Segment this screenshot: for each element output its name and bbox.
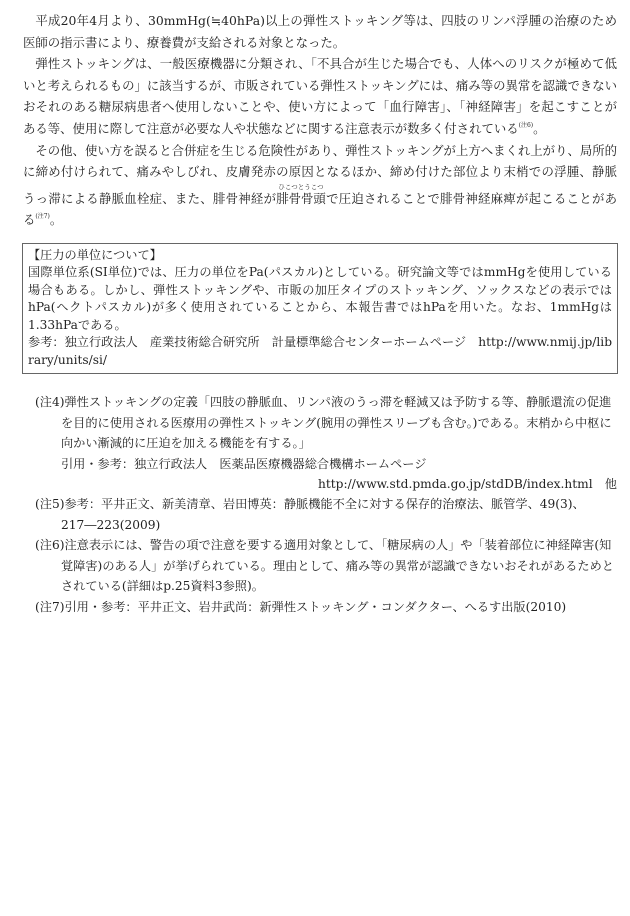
paragraph-3-text-b: で圧迫されることで腓骨神経麻痺が起こることがある	[23, 190, 618, 228]
ruby-reading: ひこつとうこつ	[278, 182, 324, 191]
footnote-7: (注7)引用・参考：平井正文、岩井武尚：新弾性ストッキング・コンダクター、へるす出版(2010)	[35, 599, 567, 614]
paragraph-2-text: 弾性ストッキングは、一般医療機器に分類され、「不具合が生じた場合でも、人体へのリスクが極めて低いと考えられるもの」に該当するが、市販されている弾性ストッキングには、痛み等の異常を認識できないおそれのある糖尿病患者へ使用しないことや、使い方によって「血行障害」、「神経障害」を起こすことがある等、使用に際して注意が必要な人や状態などに関する注意表示が数多く付されている	[23, 56, 618, 136]
period: 。	[533, 120, 546, 136]
footnote-4: (注4)弾性ストッキングの定義「四肢の静脈血、リンパ液のうっ滞を軽減又は予防する等、静脈還流の促進を目的に使用される医療用の弾性ストッキング(腕用の弾性スリーブも含む。)である。末梢から中枢に向かい漸減的に圧迫を加える機能を有する。」	[35, 395, 612, 451]
box-title: 【圧力の単位について】	[28, 247, 162, 262]
pressure-unit-box	[22, 243, 618, 375]
footnote-5: (注5)参考：平井正文、新美清章、岩田博英：静脈機能不全に対する保存的治療法、脈管学、49(3)、217―223(2009)	[35, 497, 585, 532]
period: 。	[49, 212, 63, 228]
paragraph-3-text-a: その他、使い方を誤ると合併症を生じる危険性があり、弾性ストッキングが上方へまくれ上がり、局所的に締め付けられて、痛みやしびれ、皮膚発赤の原因となるほか、締め付けた部位より末梢での浮腫、静脈うっ滞による静脈血栓症、また、腓骨神経が	[23, 142, 618, 206]
footnote-4-url[interactable]: http://www.std.pmda.go.jp/stdDB/index.html 他	[318, 477, 617, 492]
footnote-4-reference: 引用・参考：独立行政法人 医薬品医療機器総合機構ホームページ	[61, 456, 427, 471]
paragraph-3	[23, 140, 617, 231]
ruby-term	[276, 183, 326, 206]
box-reference: 参考：独立行政法人 産業技術総合研究所 計量標準総合センターホームページ http://www.nmij.jp/library/units/si/	[28, 335, 612, 367]
paragraph-2	[23, 53, 617, 139]
footnote-ref-6[interactable]: (注6)	[518, 121, 534, 129]
body-text	[23, 10, 617, 231]
footnotes	[35, 392, 617, 616]
ruby-base: 腓骨骨頭	[276, 190, 326, 206]
footnote-6: (注6)注意表示には、警告の項で注意を要する適用対象として、「糖尿病の人」や「装着部位に神経障害(知覚障害)のある人」が挙げられている。理由として、痛み等の異常が認識できないおそれがあるためとされている(詳細はp.25資料3参照)。	[35, 538, 614, 594]
footnote-ref-7[interactable]: (注7)	[35, 213, 50, 221]
paragraph-1: 平成20年4月より、30mmHg(≒40hPa)以上の弾性ストッキング等は、四肢のリンパ浮腫の治療のため医師の指示書により、療養費が支給される対象となった。	[23, 13, 617, 50]
box-text: 国際単位系(SI単位)では、圧力の単位をPa(パスカル)としている。研究論文等ではmmHgを使用している場合もある。しかし、弾性ストッキングや、市販の加圧タイプのストッキング、ソックスなどの表示ではhPa(ヘクトパスカル)が多く使用されていることから、本報告書ではhPaを用いた。なお、1mmHgは1.33hPaである。	[28, 265, 612, 332]
